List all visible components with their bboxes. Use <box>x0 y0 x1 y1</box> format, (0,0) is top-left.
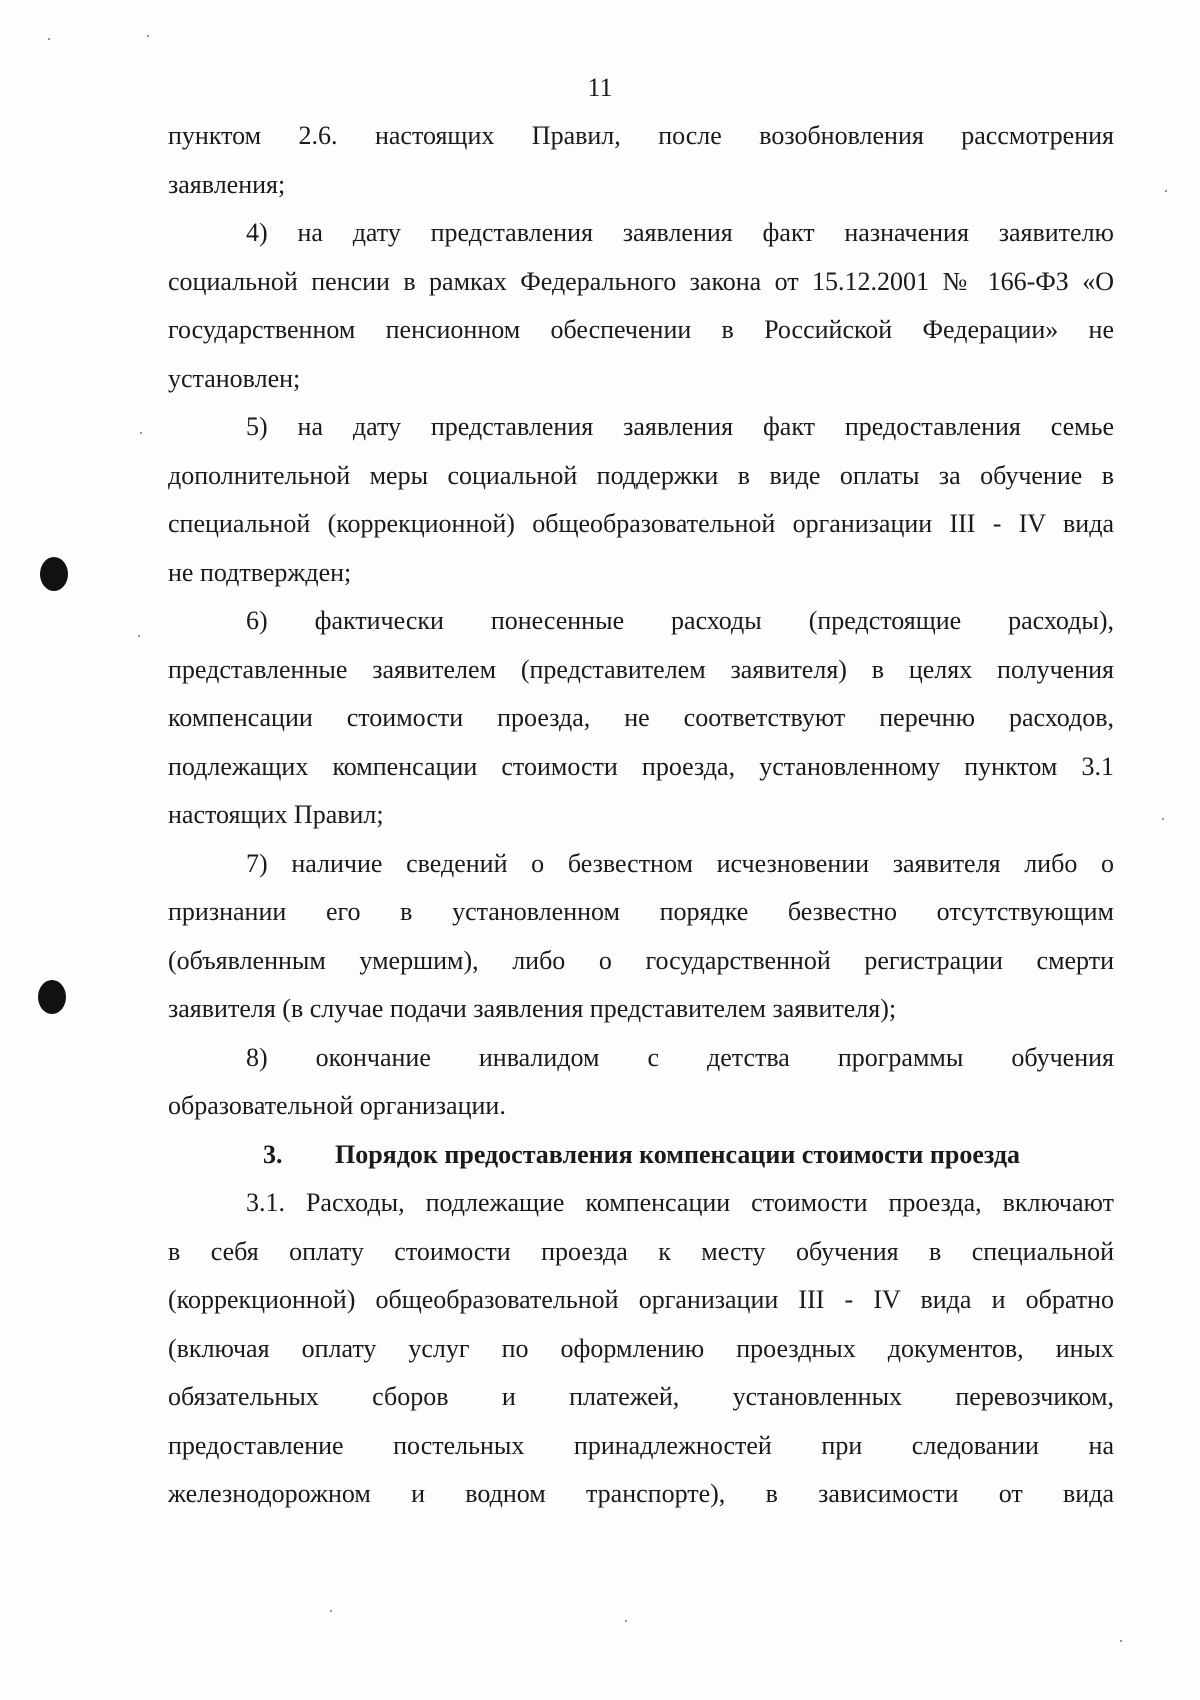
scan-speck <box>140 432 142 434</box>
text-line: дополнительной меры социальной поддержки в виде оплаты за обучение в <box>168 460 1114 490</box>
text-line: предоставление постельных принадлежностей при следовании на <box>168 1430 1114 1460</box>
text-line: 8) окончание инвалидом с детства программы обучения <box>246 1042 1114 1072</box>
punch-hole-lower <box>38 980 66 1014</box>
text-line: обязательных сборов и платежей, установленных перевозчиком, <box>168 1382 1114 1411</box>
section-heading <box>168 1131 1114 1180</box>
paragraphs-after-section <box>168 1179 1114 1519</box>
text-line: 6) фактически понесенные расходы (предстоящие расходы), <box>246 606 1114 635</box>
scan-speck <box>330 1610 332 1612</box>
text-line: (коррекционной) общеобразовательной организации III - IV вида и обратно <box>168 1285 1114 1314</box>
text-line: образовательной организации. <box>168 1091 506 1120</box>
text-line: установлен; <box>168 363 301 393</box>
text-line: (объявленным умершим), либо о государственной регистрации смерти <box>168 945 1114 975</box>
text-line: представленные заявителем (представителем заявителя) в целях получения <box>168 654 1114 684</box>
text-line: пунктом 2.6. настоящих Правил, после возобновления рассмотрения <box>168 121 1114 150</box>
text-line: в себя оплату стоимости проезда к месту обучения в специальной <box>168 1236 1114 1266</box>
text-line: железнодорожном и водном транспорте), в зависимости от вида <box>168 1479 1114 1508</box>
text-line: специальной (коррекционной) общеобразовательной организации III - IV вида <box>168 509 1114 538</box>
text-line: 4) на дату представления заявления факт назначения заявителю <box>246 218 1114 247</box>
document-body <box>168 112 1114 1519</box>
text-line: не подтвержден; <box>168 557 352 587</box>
scan-speck <box>1120 1640 1122 1642</box>
scan-speck <box>1162 818 1164 820</box>
text-line: признании его в установленном порядке безвестно отсутствующим <box>168 897 1114 926</box>
text-line: социальной пенсии в рамках Федерального закона от 15.12.2001 № 166-ФЗ «О <box>168 266 1114 296</box>
text-line: компенсации стоимости проезда, не соответствуют перечню расходов, <box>168 703 1114 732</box>
text-line: подлежащих компенсации стоимости проезда, установленному пунктом 3.1 <box>168 751 1114 781</box>
paragraphs-before-section <box>168 112 1114 1131</box>
scan-speck <box>48 38 50 40</box>
text-line: заявителя (в случае подачи заявления представителем заявителя); <box>168 994 897 1023</box>
text-line: настоящих Правил; <box>168 800 384 829</box>
scan-speck <box>625 1620 627 1622</box>
section-number: 3. <box>263 1139 283 1169</box>
text-line: государственном пенсионном обеспечении в Российской Федерации» не <box>168 315 1114 344</box>
scan-speck <box>138 635 140 637</box>
text-line: заявления; <box>168 169 286 199</box>
page-number: 11 <box>587 73 613 102</box>
text-line: 3.1. Расходы, подлежащие компенсации стоимости проезда, включают <box>246 1188 1114 1217</box>
text-line: 5) на дату представления заявления факт предоставления семье <box>246 412 1114 441</box>
scan-speck <box>1165 190 1167 192</box>
text-line: 7) наличие сведений о безвестном исчезновении заявителя либо о <box>246 848 1114 878</box>
punch-hole-upper <box>40 557 68 591</box>
section-title: Порядок предоставления компенсации стоимости проезда <box>335 1139 1021 1169</box>
scan-speck <box>147 35 149 37</box>
text-line: (включая оплату услуг по оформлению проездных документов, иных <box>168 1333 1114 1363</box>
